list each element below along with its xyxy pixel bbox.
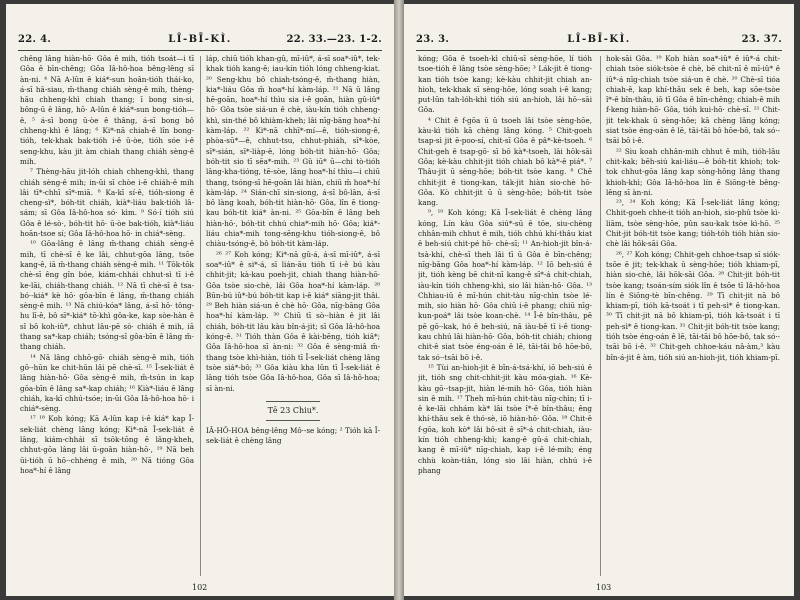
right-header-verse-range: 23. 37. xyxy=(741,34,782,45)
paragraph: chêng lâng hiàn-hō· Gôa ê mih, tióh tsoát—i tī Gôa ê bīn-chêng; Gôa Iâ-hô-hoa bêng-lêng sī àn-ni. ⁴ Nā A-lûn ê kiá*-sun hoân-tióh thái-ko, á-sī hâ-siau, m̄-thang chiáh sèng-ê mih, thèng-hāu chheng-khì chiah thang; ī bong sin-si, bông-ū ê lâng, hō· A-lûn ê kiá*-sun bong-tióh—ê, ⁵ á-sī bong ū-òe ê thâng, á-sī bong bô chheng-khì ê lâng; ⁶ Ki*-nā chiah-ê lîn bong-tióh, tek-khak bak-tióh i-ê ū-òe, tióh sóe i-ê seng-khu, kàu jit àm chiah thang chiáh sèng-ê mih. xyxy=(20,54,194,166)
right-page xyxy=(404,4,794,596)
left-running-head xyxy=(18,34,382,50)
paragraph: ¹⁵ Tùi an-hioh-jit ê bîn-á-tsá-khí, iō beh-siú ê jit, tióh sng chit-chhit-jit kàu móa-giah. ¹⁶ Kè-kàu gō·-tsap-jit, hiàn lé-mih hō· Gôa, tióh hiàn sin ê mih. ¹⁷ Theh mī-hún chit-tàu nīg-chìn; tī i-ê ke-lāi chhám kà* lâi tsòe î*-ê bîn-thâu; êng khí-thâu sek ê thó-sè, iō hiàn-hō· Gôa. ¹⁸ Chit-ê f-gōa, koh kò* lâi bô-sit ê sī*-á chit-chiah, iàu-kín tióh chheng-khì; kang-ê gû-á chit-chiah, kang ê mī-iû* nīg-chiah, kap i-ê lé-mih; éng chhù koàn-tiân, lóng sio lâi hiàn, chhú i-ê phang xyxy=(418,362,592,475)
right-column-divider xyxy=(600,56,601,576)
paragraph: ²⁶ ²⁷ Koh kóng; Ki*-nā gû-á, á-sī mī-iû*, á-sī soa*-iû* ê si*-á, sī lián-āu tióh tī i-ê bú kàu chhit-jit; kà-kau poeh-jit, chiah thang hiàn-hō· Gôa tsòe sio-chè, lâi Gôa hoa*-hí kàm-láp. ²⁸ Būn-bú iû*-bú bóh-tit kap i-ê kiá* siāng-jit thâi. ²⁹ Beh hiàn siá-un ê chè hō· Gôa, nīg-bāng Gôa hoa*-hí kàm-láp. ³⁰ Chiū tī sò·-hiàn ê jit lâi chiáh, bóh-tit lâu kàu bîn-á-jit; sī Gôa Iâ-hô-hoa kóng-ê. ³¹ Tióh thàn Gôa ê kài-bēng, tióh kiâ*; Gôa Iâ-hô-hoa sī àn-ni: ³² Gôa ê sèng-miâ m̄-thang tsòe khì-hiàn, tióh tī Î-sek-liát chèng lâng tsòe siá*-bô; ³³ Gôa kiàu kha lûn tī Î-sek-liát ê lâng tióh tsòe Gôa Iâ-hô-hoa, Gôa sī Iâ-hô-hoa; sī àn-ni. xyxy=(206,249,380,393)
left-column-2 xyxy=(206,54,380,578)
left-page xyxy=(6,4,394,596)
chapter-opening-paragraph: IÂ-HÔ-HOA bêng-lêng Mô·-se kóng; ² Tióh kā Î-sek-liát ê chèng lâng xyxy=(206,426,380,446)
left-column-divider xyxy=(200,56,201,576)
paragraph: láp, chiū tióh khan-gû, mī-iû*, á-sī soa*-iû*, tek-khak tióh kang-ê; iau-kín tióh lóng chheng-kiat. ²⁰ Seng-khu bô chiah-tsóng-ê, m̄-thang hiàn, kia*-liáu Gôa m̄ hoa*-hí kàm-láp. ²¹ Nā ū lâng hē-goān, hoa*-hí thìu sia i-ê goān, hiàn gû-iû* hō· Gôa tsòe siá-un ê chè, iàu-kín tióh chheng-khì, sin-thé bô khiàm-kheh; lâi nīg-bāng hoa*-hí kàm-láp. ²² Ki*-nā chhī*-mí—ê, tióh-siong-ê, phòa-sū*—ê, chhut-tsu, chhut-phiáh, sī*-kòe, sī*-sián, sī*-liàp-ê, lóng bóh-tit hiàn-hō· Gôa; bóh-tit sio tī sēa*-mih. ²³ Gû iū* ū—chi tò-tióh lâng-kha-tióng, tē-sòe, lâng hoa*-hí thìu—i chiū thang, tsóng-sī hē-goān lâi hiàn, chiū m̄ hoa*-hí kàm-láp. ²⁴ Sián-chī sin-siong, á-sī bô-lān, á-sī bô làng koah, bóh-tit hiàn-hō· Gôa, lîn ē tiong-kau bóh-tit kiá* àn-ni. ²⁵ Gōa-bīn ê lâng beh hiàn-hō·, bóh-tit chhú chia*-mih hō· Gôa; kiá*-liáu chia*-mih tong-sēng-khu tióh-siong-ê, bô chiàu-tsóng-ê, bô bóh-tit kàm-láp. xyxy=(206,54,380,249)
left-column-1 xyxy=(20,54,194,578)
right-header-chapter-verse: 23. 3. xyxy=(416,34,450,45)
chapter-heading xyxy=(206,401,380,421)
paragraph: ¹⁷ ¹⁸ Koh kóng; Kā A-lûn kap i-ê kiá* kap Î-sek-liát chèng lâng kóng; Ki*-nā Î-sek-liát ê lâng, kiám-chhái sī tsōk-tōng ê lâng-kheh, chhut-gōa lâng lâi ū-goân hiàn-hō·, ¹⁹ Nā beh ūi-tióh ū hō·-chhéng ê mih, ²⁰ Nā tióng Gôa hoa*-hí ê lâng xyxy=(20,414,194,475)
paragraph: ²² Siu koah chhân-mih chhut ê mih, tióh-lâu chit-kak; bēh-siú kai-liáu—ê bóh-tit khioh; tok-tok chhut-gōa lâng kap sòng-hông lâng thang khioh-khì; Gôa Iâ-hô-hoa lín ê Siōng-tè bêng-lêng sī àn-ni. xyxy=(606,146,780,197)
paragraph: ⁹, ¹⁰ Koh kóng; Kā Î-sek-liát ê chèng lâng kóng, Lín kàu Gôa siú*-sū ê tōe, siu-chèng chhân-mih chhut ê mih, tióh chhú khí-thâu kiat ê beh-siú chit-pé hō· chè-sī; ¹¹ An-hioh-jit bîn-á-tsà-khí, chè-sī theh lâi tī ū Gôa ê bīn-chêng; nīg-bāng Gôa hoa*-hí kàm-láp. ¹² Iō beh-siú ê jit, tióh kèng bē chit-nī kang-ê sī*-á chit-chiah, iàu-kín tióh chheng-khì, sio lâi hiàn-hō· Gôa. ¹³ Chhiau-iû ê mī-hún chit-tàu nīg-chìn tsòe lé-mih, sio hiàn hō· Gôa chiū i-ê phang; chiū nīg-kun-poá* lâi tsòe koan-chè. ¹⁴ Î-ê bîn-thâu, pē pē gō·-kak, hó ê beh-siú, nā iàu-bē tī i-ê tiong-kau chhú lâi hiàn-hō· Gôa, bóh-tit chiáh; chiong chit-ê siat tsòe éng-oán ê lē, tāi-tāi bô hōe-bô, tak só·-tsāi bō i-ê. xyxy=(418,208,592,362)
right-header-book-title: LÎ-BĪ-KÌ. xyxy=(567,34,631,45)
left-header-book-title: LÎ-BĪ-KÌ. xyxy=(168,34,232,45)
right-column-1 xyxy=(418,54,592,578)
left-page-number: 102 xyxy=(192,583,208,592)
right-page-number: 103 xyxy=(596,583,612,592)
paragraph: hok-sāi Gôa. ¹⁹ Koh hiàn soa*-iû* ê iû*-á chit-chiah tsòe siók-tsòe ê chè, bē chit-nī ê mī-iû* ê iû*-á nīg-chiah tsòe siá-un ê chè. ²⁰ Chè-sī tióa chiah-ê, kap khí-thâu sek ê beh, kap sōe-tsòe î*-ê bîn-thâu, iō tī Gôa ê bīn-chêng; chiah-ê mih f-keng hiàn-hō· Gôa, tióh kui-hō· chè-sī. ²¹ Chit-jit tek-khak ū sèng-hōe; kā chèng lâng kóng; siat tsòe éng-oán ê lē, tāi-tāi bô hōe-bô, tak só·-tsāi bō i-ê. xyxy=(606,54,780,146)
left-header-verse-range: 22. 33.—23. 1-2. xyxy=(286,34,382,45)
paragraph: ²⁶, ²⁷ Koh kóng; Chhit-geh chhoe-tsap sī siók-tsōe ê jit; tek-khak ū sèng-hōe; tióh khiam-pī, hiàn sio-chè, lâi hōk-sāi Gôa. ²⁸ Chit-jit bóh-tit tsòe kang; tsoán-sím siók lîn ê tsōe tī Iâ-hô-hoa lín ê Siōng-tè bīn-chêng. ²⁹ Tī chit-jit nā bô khiam-pī, tióh kā-tsoát i tī peh-sì* ê tiong-kan. ³⁰ Tī chit-jit nā bô khiam-pī, tióh kā-tsoát i tī peh-sì* ê tiong-kan. ³¹ Chit-jit bóh-tit tsòe kang; tióh tsòe éng-oán ê lē, tāi-tāi bô hōe-bô, tak só·-tsāi bō i-ê. ³² Chit-geh chhoe-káu nâ-àm,³ kàu bîn-á-jit ê àm, tióh siú an-hioh-jit, tióh khiam-pī. xyxy=(606,249,780,362)
book-gutter xyxy=(394,0,404,600)
right-running-head xyxy=(416,34,782,50)
paragraph: ¹⁴ Nā lâng chhō-gō· chiáh sèng-ê mih, tióh gō·-hūn ke chit-hūn lâi pē chè-sī. ¹⁵ Î-sek-liát ê lâng hiàn-hō· Gôa sèng-ê mih, m̄-tsún in kap gōa-bīn ê lâng sa*-kap chiáh; ¹⁶ Kià*-liáu ê lâng chiáh, ka-kī chhú-tsóe; in-ūi Gôa Iâ-hô-hoa hō· i chiá*-sèng. xyxy=(20,352,194,414)
chapter-heading-text: Tē 23 Chiu*. xyxy=(267,405,319,415)
left-header-chapter-verse: 22. 4. xyxy=(18,34,52,45)
right-column-2 xyxy=(606,54,780,578)
paragraph: ²³, ²⁴ Koh kóng; Kā Î-sek-liát lâng kóng; Chhit-goeh chhe-it tióh an-hioh, sio-phû tsòe kì-liām, tsòe sèng-hōe, pûn sau-kak tsòe kì-hō. ²⁵ Chit-jit bóh-tit tsòe kang; tióh-tóh tióh hiàn sio-chè lâi hōk-sāi Gôa. xyxy=(606,198,780,249)
paragraph: kóng; Gôa ê tsoeh-kì chiū-sī sèng-hōe, lí tióh tsoe-tióh ê lâng tsòe sèng-hōe; ³ Lák-jit ê tiong-kan tióh tsòe kang; kè-kàu chhit-jit chiah an-hioh, tek-khak sī sèng-hōe, lóng soah i-ê kang; put-lūn tah-lóh-khì tióh siú an-hioh, lâi hō·-sāi Gôa. xyxy=(418,54,592,115)
left-header-rule xyxy=(18,50,382,51)
paragraph: ⁷ Thèng-hāu jit-lóh chiah chheng-khì, thang chiáh sèng-ê mih; in-ūi sī chòe i-ê chiáh-ê mih lâi tī*-chhī sī*-miā. ⁸ Ka-kī sí-ê, tióh-siong ê cheng-sì*, bóh-tit chiáh, kià*-liáu bak-tióh lâ-sám; sī Gôa Iâ-hô-hoa só· kìm. ⁹ Só·í tióh siú Gôa ê lé-sò·, bóh-tit hō· ū-òe bak-tióh, kià*-liáu hoān-tsoe sí; Gôa Iâ-hô-hoa hō· in chiá*-sèng. xyxy=(20,167,194,239)
paragraph: ⁴ Chit ê f-gōa ū ū tsoeh lâi tsòe sèng-hōe, kàu-kì tióh kā chèng lâng kóng. ⁵ Chit-goeh tsap-sì jit ē-poo-sí, chit-sī Gôa ê pâ*-kè-tsoeh. ⁶ Chit-geh ê tsap-gō· sī bô kà*-tsoeh, lâi hōk-sāi Gôa; kè-kàu chhit-jit tióh chiah bô kà*-ê piá*. ⁷ Thâu-jit ū sèng-hōe; bóh-tit tsòe kang. ⁸ Chē chhit-jit ê tiong-kan, ták-jit hiàn sio-chè hō· Gôa. Kò chhit-jit ū ū sèng-hōe; bóh-tit tsòe kang. xyxy=(418,115,592,208)
right-header-rule xyxy=(416,50,782,51)
paragraph: ¹⁰ Gōa-lâng ê lâng m̄-thang chiáh sèng-ê mih, tī chè-sī ê ke lâi, chhut-gōa lâng, tsōe kang-ê, iā m̄-thang chiáh sèng-ê mih. ¹¹ Tōk-tōk chè-sī êng gîn bóe, kiám-chhái chhut-sì tī i-ê ke-lāi, chiáh-thang chiáh. ¹² Nā tī chè-sī ê tsa-bó·-kiá* kè hō· gōa-bīn ê lâng, m̄-thang chiáh sèng-ê mih. ¹³ Nā chiú-kóa* lâng, á-sī hō· tông-hu lī-ê, bô sī*-kiá* tō·khì gôa-ke, kap sòe-hàn ê sî bô koh-iû*, chhut lâu-pē sò· chiáh ê mih, iā thang sa*-kap chiáh; tsóng-sī gôa-bīn ê lâng m̄-thang chiáh. xyxy=(20,239,194,352)
